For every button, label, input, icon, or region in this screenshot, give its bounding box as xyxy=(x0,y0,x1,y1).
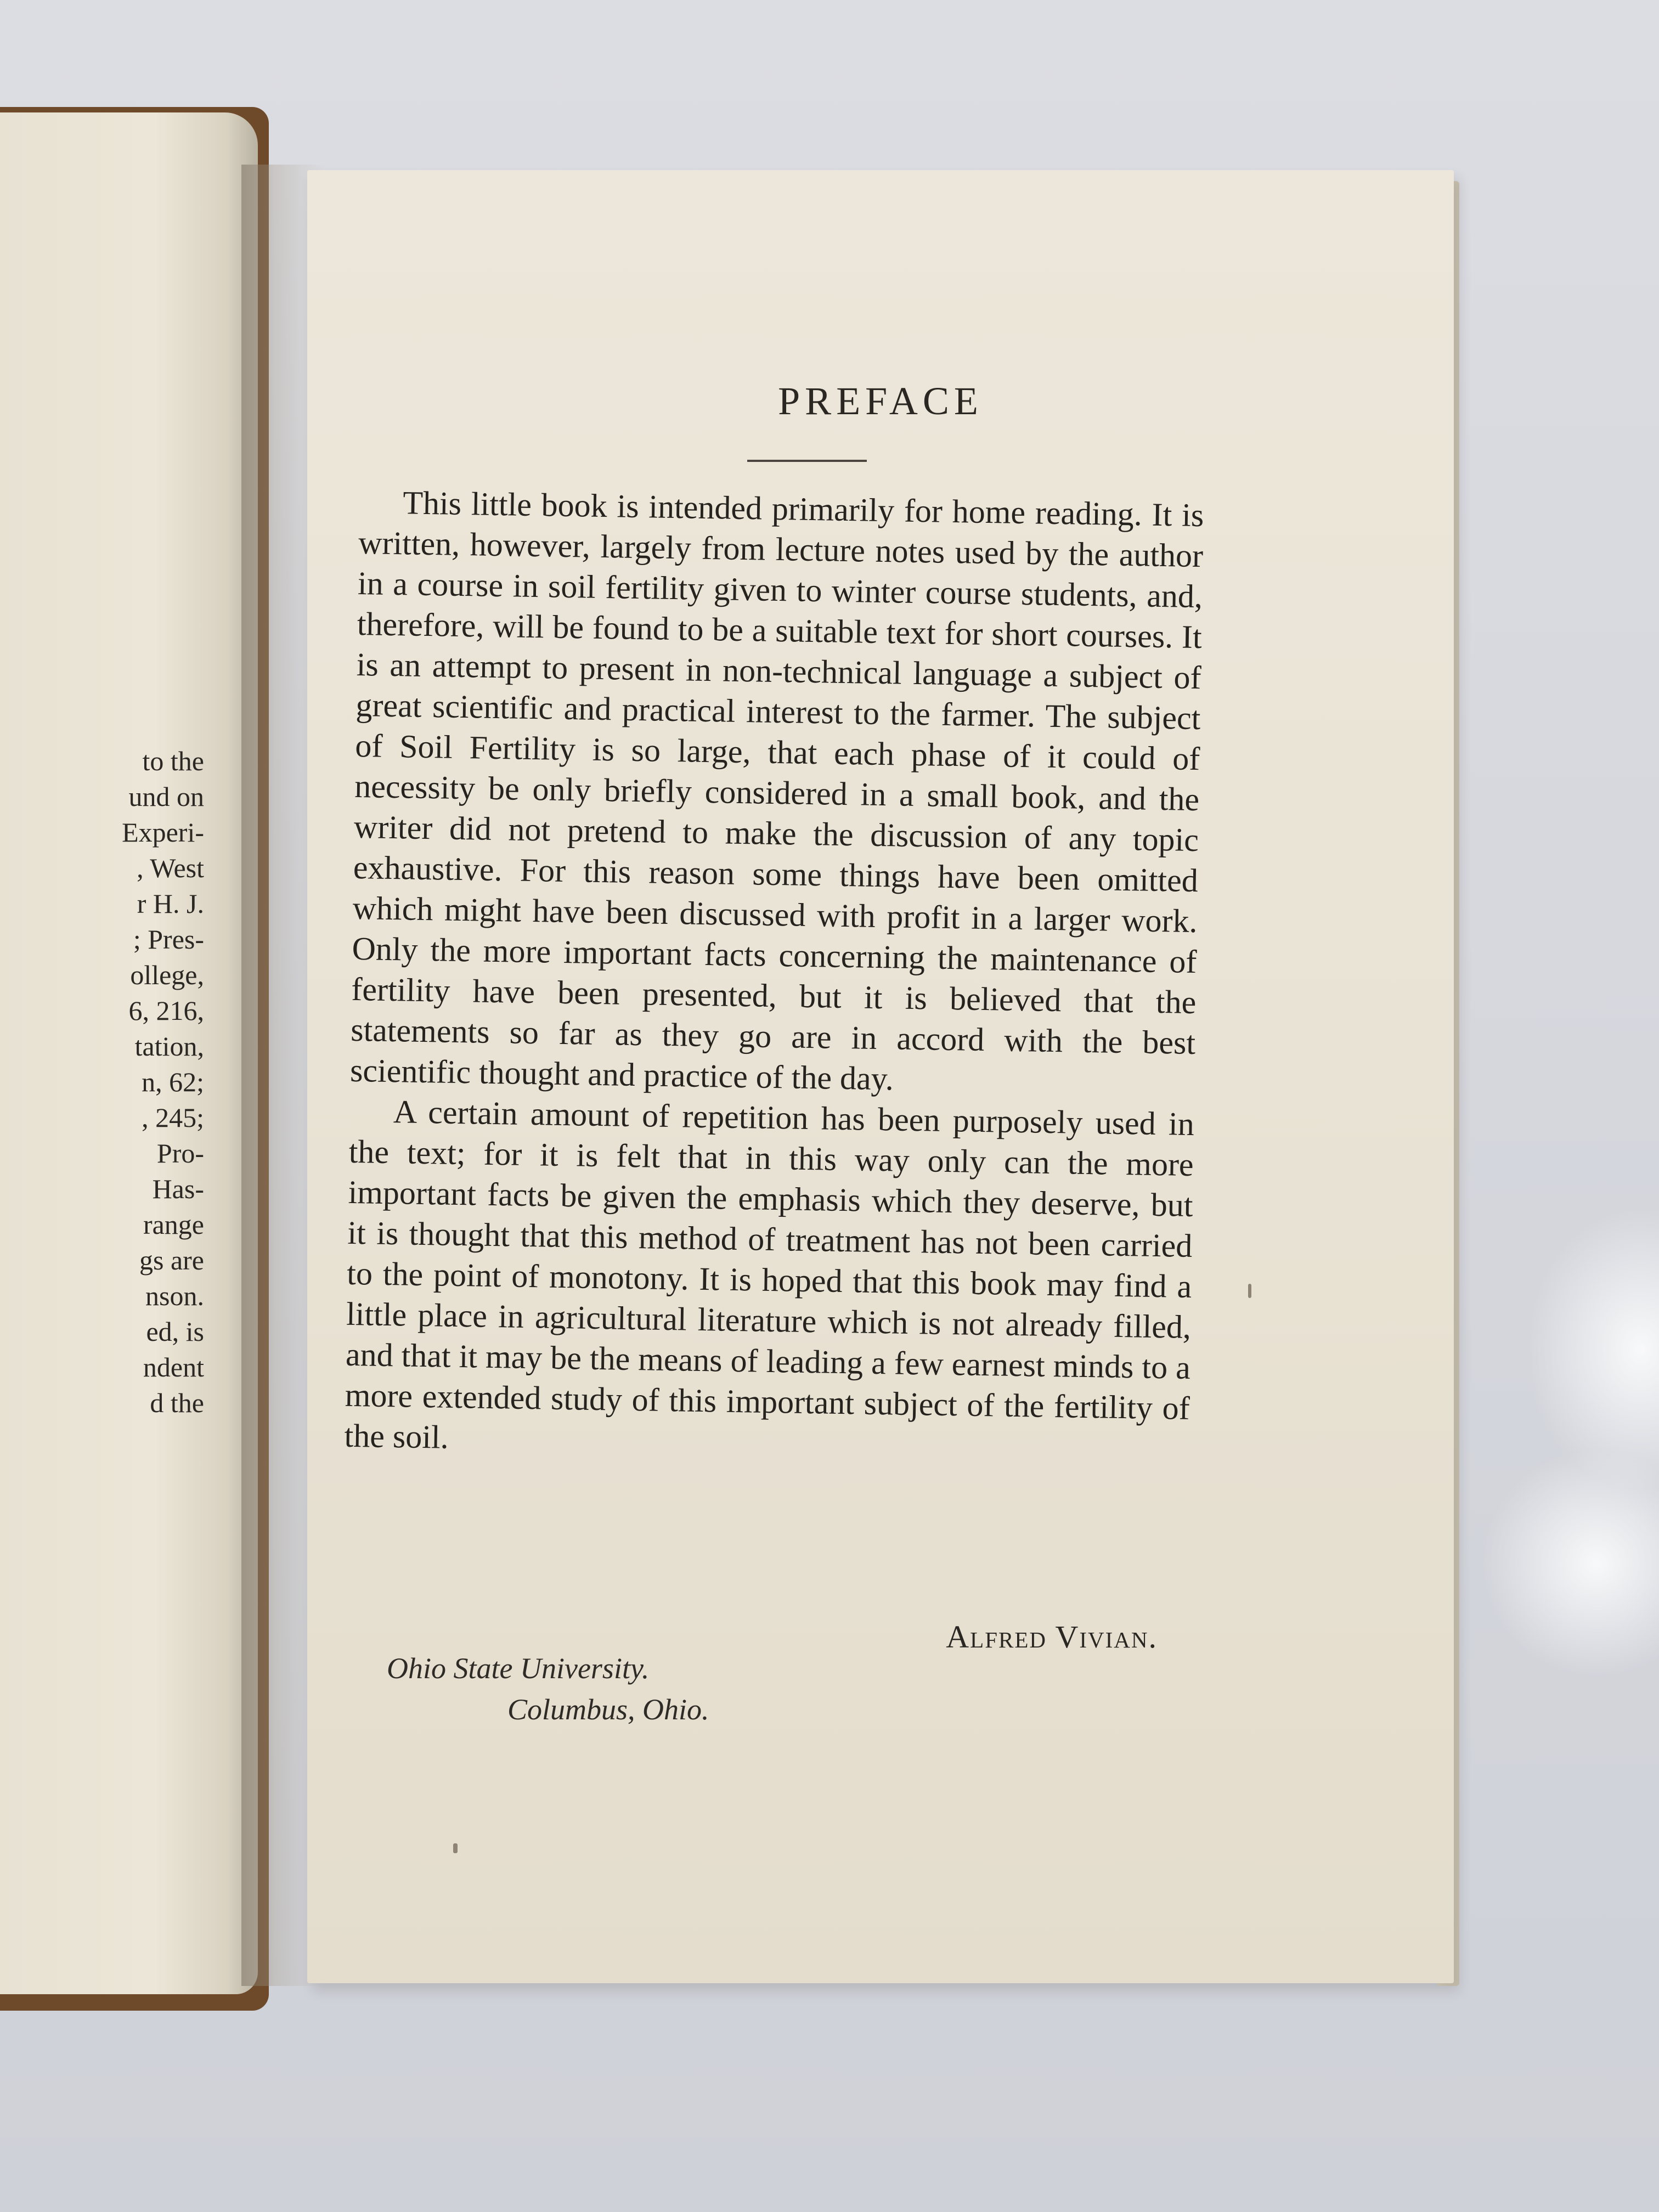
left-line: range xyxy=(143,1209,204,1240)
paper-blemish xyxy=(1248,1284,1251,1298)
left-line: ollege, xyxy=(130,960,204,990)
left-page xyxy=(0,112,258,1994)
left-line: und on xyxy=(128,781,204,812)
preface-paragraph-1: This little book is intended primarily for home reading. It is written, however, largely from lecture notes used by the author in a course in soil fertility given to winter course students, and, therefore, will be found to be a suitable text for short courses. It is an attempt to present in non-technical language a subject of great scientific and practical interest to the farmer. The subject of Soil Fertility is so large, that each phase of it could of necessity be only briefly considered in a small book, and the writer did not pretend to make the discussion of any topic exhaustive. For this reason some things have been omitted which might have been discussed with profit in a larger work. Only the more important facts concerning the maintenance of fertility have been presented, but it is believed that the statements so far as they go are in accord with the best scientific thought and practice of the day. xyxy=(349,484,1204,1097)
preface-paragraph-2: A certain amount of repetition has been purposely used in the text; for it is felt that in this way only can the more important facts be given the emphasis which they deserve, but it is thought that this method of treatment has not been carried to the point of monotony. It is hoped that this book may find a little place in agricultural literature which is not already filled, and that it may be the means of leading a few earnest minds to a more extended study of this important subject of the fertility of the soil. xyxy=(344,1093,1195,1455)
left-line: n, 62; xyxy=(142,1066,204,1097)
left-line: Experi- xyxy=(122,817,204,848)
left-line: ; Pres- xyxy=(133,924,204,955)
left-line: ndent xyxy=(143,1352,204,1383)
left-line: gs are xyxy=(139,1245,204,1276)
left-line: Pro- xyxy=(156,1138,204,1169)
left-line: r H. J. xyxy=(137,888,204,919)
affiliation-line-1: Ohio State University. xyxy=(387,1652,650,1685)
page-title: PREFACE xyxy=(778,379,983,423)
left-line: 6, 216, xyxy=(128,995,204,1026)
left-line: tation, xyxy=(134,1031,204,1062)
left-line: , 245; xyxy=(142,1102,204,1133)
left-line: ed, is xyxy=(146,1316,204,1347)
author-signature: Alfred Vivian. xyxy=(946,1619,1158,1655)
left-line: to the xyxy=(142,746,204,776)
table-highlight xyxy=(1481,1448,1659,1679)
title-rule xyxy=(747,460,867,462)
preface-body xyxy=(344,482,1204,1469)
paper-blemish xyxy=(453,1843,458,1853)
left-line: Has- xyxy=(152,1173,204,1204)
left-line: nson. xyxy=(145,1280,204,1311)
left-page-text xyxy=(7,743,204,1421)
left-line: d the xyxy=(150,1387,204,1418)
affiliation-line-2: Columbus, Ohio. xyxy=(507,1693,709,1726)
left-line: , West xyxy=(137,853,204,883)
